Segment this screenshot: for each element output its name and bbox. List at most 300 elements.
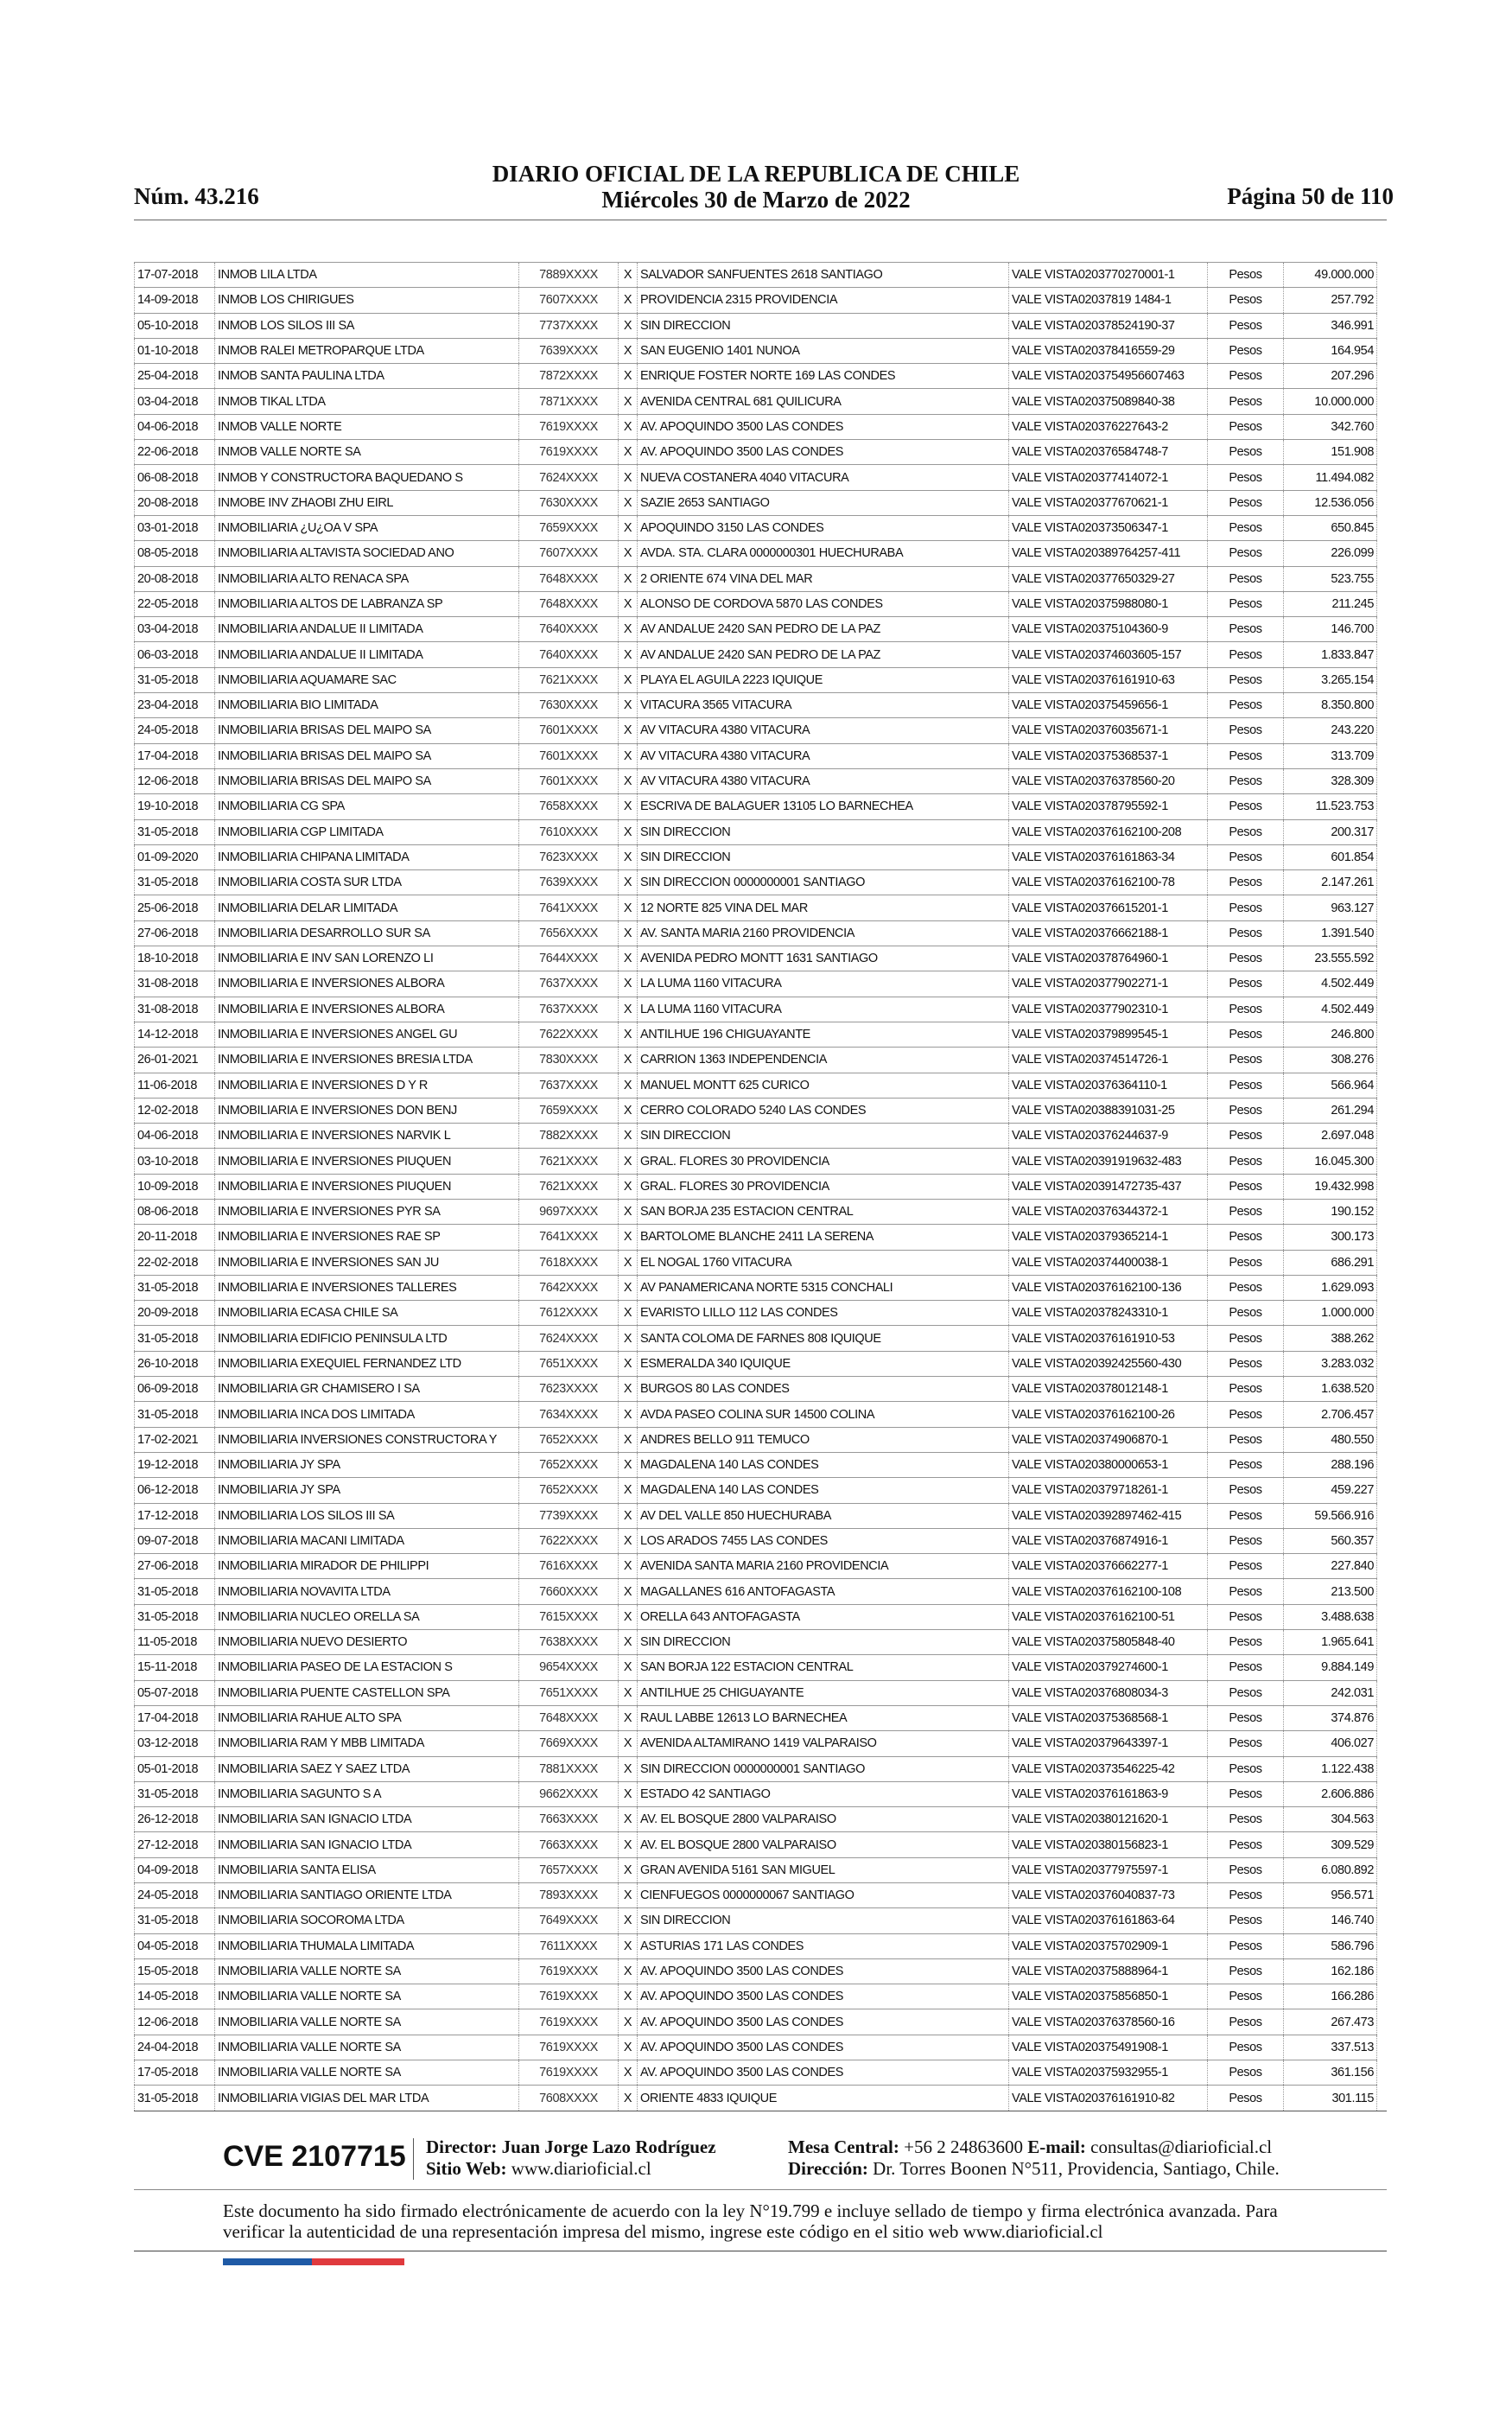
table-row	[135, 1604, 1377, 1629]
table-row	[135, 1958, 1377, 1984]
rut-cell: 7648XXXX	[519, 566, 619, 591]
table-row	[135, 440, 1377, 465]
company-name-cell: INMOBILIARIA SANTIAGO ORIENTE LTDA	[215, 1883, 519, 1908]
company-name-cell: INMOBILIARIA SANTA ELISA	[215, 1857, 519, 1882]
address-cell: CARRION 1363 INDEPENDENCIA	[638, 1048, 1009, 1073]
address-cell: AV. APOQUINDO 3500 LAS CONDES	[638, 2060, 1009, 2086]
table-row	[135, 971, 1377, 997]
company-name-cell: INMOBILIARIA VALLE NORTE SA	[215, 1958, 519, 1984]
vale-vista-cell: VALE VISTA020389764257-411	[1009, 541, 1208, 566]
table-row	[135, 1250, 1377, 1275]
rut-cell: 7652XXXX	[519, 1452, 619, 1477]
mark-cell: X	[619, 414, 638, 439]
address-cell: BARTOLOME BLANCHE 2411 LA SERENA	[638, 1225, 1009, 1250]
vale-vista-cell: VALE VISTA020376162100-136	[1009, 1275, 1208, 1300]
currency-cell: Pesos	[1208, 1402, 1284, 1427]
table-row	[135, 1402, 1377, 1427]
rut-cell: 7651XXXX	[519, 1680, 619, 1705]
rut-cell: 7871XXXX	[519, 389, 619, 414]
amount-cell: 346.991	[1284, 313, 1377, 338]
address-cell: AVENIDA PEDRO MONTT 1631 SANTIAGO	[638, 946, 1009, 971]
table-row	[135, 1124, 1377, 1149]
amount-cell: 300.173	[1284, 1225, 1377, 1250]
address-cell: 2 ORIENTE 674 VINA DEL MAR	[638, 566, 1009, 591]
mark-cell: X	[619, 1124, 638, 1149]
currency-cell: Pesos	[1208, 288, 1284, 313]
table-row	[135, 1655, 1377, 1680]
date-cell: 31-05-2018	[135, 1275, 215, 1300]
address-cell: AVENIDA ALTAMIRANO 1419 VALPARAISO	[638, 1731, 1009, 1756]
date-cell: 20-09-2018	[135, 1301, 215, 1326]
vale-vista-cell: VALE VISTA020375368568-1	[1009, 1705, 1208, 1730]
rut-cell: 7663XXXX	[519, 1807, 619, 1832]
vale-vista-cell: VALE VISTA020376161910-82	[1009, 2086, 1208, 2111]
vale-vista-cell: VALE VISTA020378012148-1	[1009, 1377, 1208, 1402]
mark-cell: X	[619, 591, 638, 616]
table-row	[135, 2035, 1377, 2060]
mark-cell: X	[619, 617, 638, 642]
address-cell: SIN DIRECCION	[638, 844, 1009, 869]
address-cell: AV VITACURA 4380 VITACURA	[638, 743, 1009, 768]
currency-cell: Pesos	[1208, 1883, 1284, 1908]
table-row	[135, 1908, 1377, 1933]
date-cell: 04-06-2018	[135, 414, 215, 439]
mark-cell: X	[619, 541, 638, 566]
currency-cell: Pesos	[1208, 693, 1284, 718]
address-cell: ANTILHUE 196 CHIGUAYANTE	[638, 1022, 1009, 1047]
amount-cell: 242.031	[1284, 1680, 1377, 1705]
table-row	[135, 997, 1377, 1022]
vale-vista-cell: VALE VISTA0203770270001-1	[1009, 263, 1208, 288]
rut-cell: 7642XXXX	[519, 1275, 619, 1300]
address-cell: LA LUMA 1160 VITACURA	[638, 997, 1009, 1022]
vale-vista-cell: VALE VISTA020375368537-1	[1009, 743, 1208, 768]
company-name-cell: INMOBILIARIA RAM Y MBB LIMITADA	[215, 1731, 519, 1756]
vale-vista-cell: VALE VISTA020376162100-108	[1009, 1579, 1208, 1604]
amount-cell: 686.291	[1284, 1250, 1377, 1275]
vale-vista-cell: VALE VISTA020376161863-9	[1009, 1781, 1208, 1806]
amount-cell: 304.563	[1284, 1807, 1377, 1832]
currency-cell: Pesos	[1208, 1199, 1284, 1224]
amount-cell: 200.317	[1284, 819, 1377, 844]
address-cell: CERRO COLORADO 5240 LAS CONDES	[638, 1098, 1009, 1123]
rut-cell: 7652XXXX	[519, 1427, 619, 1452]
vale-vista-cell: VALE VISTA020375702909-1	[1009, 1933, 1208, 1958]
address-cell: ANDRES BELLO 911 TEMUCO	[638, 1427, 1009, 1452]
table-row	[135, 1478, 1377, 1503]
mark-cell: X	[619, 1883, 638, 1908]
company-name-cell: INMOBILIARIA NUCLEO ORELLA SA	[215, 1604, 519, 1629]
company-name-cell: INMOBE INV ZHAOBI ZHU EIRL	[215, 490, 519, 515]
company-name-cell: INMOBILIARIA NUEVO DESIERTO	[215, 1630, 519, 1655]
rut-cell: 7634XXXX	[519, 1402, 619, 1427]
company-name-cell: INMOBILIARIA E INVERSIONES TALLERES	[215, 1275, 519, 1300]
amount-cell: 1.000.000	[1284, 1301, 1377, 1326]
table-row	[135, 819, 1377, 844]
company-name-cell: INMOBILIARIA BIO LIMITADA	[215, 693, 519, 718]
currency-cell: Pesos	[1208, 718, 1284, 743]
date-cell: 11-06-2018	[135, 1073, 215, 1098]
vale-vista-cell: VALE VISTA020392897462-415	[1009, 1503, 1208, 1528]
site-label: Sitio Web:	[426, 2158, 507, 2179]
currency-cell: Pesos	[1208, 1478, 1284, 1503]
mark-cell: X	[619, 1579, 638, 1604]
date-cell: 14-09-2018	[135, 288, 215, 313]
amount-cell: 388.262	[1284, 1326, 1377, 1351]
currency-cell: Pesos	[1208, 1301, 1284, 1326]
company-name-cell: INMOBILIARIA MIRADOR DE PHILIPPI	[215, 1554, 519, 1579]
currency-cell: Pesos	[1208, 263, 1284, 288]
date-cell: 08-05-2018	[135, 541, 215, 566]
table-row	[135, 844, 1377, 869]
address-cell: GRAL. FLORES 30 PROVIDENCIA	[638, 1149, 1009, 1174]
company-name-cell: INMOBILIARIA JY SPA	[215, 1452, 519, 1477]
company-name-cell: INMOBILIARIA LOS SILOS III SA	[215, 1503, 519, 1528]
table-row	[135, 1781, 1377, 1806]
amount-cell: 6.080.892	[1284, 1857, 1377, 1882]
rut-cell: 7640XXXX	[519, 642, 619, 667]
table-row	[135, 1326, 1377, 1351]
rut-cell: 7663XXXX	[519, 1832, 619, 1857]
company-name-cell: INMOBILIARIA CG SPA	[215, 794, 519, 819]
amount-cell: 601.854	[1284, 844, 1377, 869]
date-cell: 26-12-2018	[135, 1807, 215, 1832]
rut-cell: 9697XXXX	[519, 1199, 619, 1224]
rut-cell: 7601XXXX	[519, 743, 619, 768]
address-cell: ASTURIAS 171 LAS CONDES	[638, 1933, 1009, 1958]
amount-cell: 257.792	[1284, 288, 1377, 313]
address-cell: ALONSO DE CORDOVA 5870 LAS CONDES	[638, 591, 1009, 616]
footer-divider	[413, 2138, 414, 2180]
address-cell: SIN DIRECCION 0000000001 SANTIAGO	[638, 1756, 1009, 1781]
vale-vista-cell: VALE VISTA020376162100-78	[1009, 870, 1208, 895]
date-cell: 31-05-2018	[135, 1326, 215, 1351]
mark-cell: X	[619, 1301, 638, 1326]
date-cell: 24-04-2018	[135, 2035, 215, 2060]
amount-cell: 301.115	[1284, 2086, 1377, 2111]
currency-cell: Pesos	[1208, 1958, 1284, 1984]
table-row	[135, 1705, 1377, 1730]
site-link[interactable]: www.diarioficial.cl	[511, 2158, 651, 2179]
email-link[interactable]: consultas@diarioficial.cl	[1090, 2137, 1273, 2157]
date-cell: 31-05-2018	[135, 667, 215, 692]
date-cell: 31-05-2018	[135, 870, 215, 895]
rut-cell: 7601XXXX	[519, 768, 619, 793]
address-cell: MAGDALENA 140 LAS CONDES	[638, 1452, 1009, 1477]
rut-cell: 7637XXXX	[519, 997, 619, 1022]
vale-vista-cell: VALE VISTA020379365214-1	[1009, 1225, 1208, 1250]
mark-cell: X	[619, 743, 638, 768]
company-name-cell: INMOB TIKAL LTDA	[215, 389, 519, 414]
vale-vista-cell: VALE VISTA020376662277-1	[1009, 1554, 1208, 1579]
company-name-cell: INMOBILIARIA E INVERSIONES DON BENJ	[215, 1098, 519, 1123]
table-row	[135, 591, 1377, 616]
vale-vista-cell: VALE VISTA020376162100-51	[1009, 1604, 1208, 1629]
amount-cell: 4.502.449	[1284, 971, 1377, 997]
rut-cell: 7648XXXX	[519, 591, 619, 616]
mark-cell: X	[619, 389, 638, 414]
amount-cell: 1.833.847	[1284, 642, 1377, 667]
amount-cell: 406.027	[1284, 1731, 1377, 1756]
date-cell: 31-05-2018	[135, 1604, 215, 1629]
table-row	[135, 1275, 1377, 1300]
mark-cell: X	[619, 1933, 638, 1958]
address-cell: ENRIQUE FOSTER NORTE 169 LAS CONDES	[638, 364, 1009, 389]
amount-cell: 3.488.638	[1284, 1604, 1377, 1629]
date-cell: 18-10-2018	[135, 946, 215, 971]
date-cell: 19-12-2018	[135, 1452, 215, 1477]
address-value: Dr. Torres Boonen N°511, Providencia, Santiago, Chile.	[873, 2158, 1280, 2179]
address-cell: AVDA PASEO COLINA SUR 14500 COLINA	[638, 1402, 1009, 1427]
table-row	[135, 1149, 1377, 1174]
address-cell: PROVIDENCIA 2315 PROVIDENCIA	[638, 288, 1009, 313]
vale-vista-cell: VALE VISTA020388391031-25	[1009, 1098, 1208, 1123]
address-cell: SAZIE 2653 SANTIAGO	[638, 490, 1009, 515]
currency-cell: Pesos	[1208, 895, 1284, 920]
amount-cell: 956.571	[1284, 1883, 1377, 1908]
address-cell: SIN DIRECCION	[638, 313, 1009, 338]
mark-cell: X	[619, 1225, 638, 1250]
director-label: Director:	[426, 2137, 498, 2157]
address-cell: AV. APOQUINDO 3500 LAS CONDES	[638, 1984, 1009, 2009]
rut-cell: 7619XXXX	[519, 1984, 619, 2009]
address-cell: SIN DIRECCION	[638, 1630, 1009, 1655]
date-cell: 12-02-2018	[135, 1098, 215, 1123]
rut-cell: 7612XXXX	[519, 1301, 619, 1326]
amount-cell: 19.432.998	[1284, 1174, 1377, 1199]
currency-cell: Pesos	[1208, 617, 1284, 642]
currency-cell: Pesos	[1208, 1655, 1284, 1680]
rut-cell: 7611XXXX	[519, 1933, 619, 1958]
currency-cell: Pesos	[1208, 490, 1284, 515]
mark-cell: X	[619, 1503, 638, 1528]
mark-cell: X	[619, 2009, 638, 2035]
rut-cell: 7621XXXX	[519, 1174, 619, 1199]
rut-cell: 7830XXXX	[519, 1048, 619, 1073]
vale-vista-cell: VALE VISTA020376808034-3	[1009, 1680, 1208, 1705]
rut-cell: 7658XXXX	[519, 794, 619, 819]
amount-cell: 16.045.300	[1284, 1149, 1377, 1174]
company-name-cell: INMOBILIARIA ANDALUE II LIMITADA	[215, 617, 519, 642]
date-cell: 12-06-2018	[135, 768, 215, 793]
currency-cell: Pesos	[1208, 465, 1284, 490]
address-cell: SIN DIRECCION 0000000001 SANTIAGO	[638, 870, 1009, 895]
company-name-cell: INMOBILIARIA GR CHAMISERO I SA	[215, 1377, 519, 1402]
amount-cell: 23.555.592	[1284, 946, 1377, 971]
company-name-cell: INMOBILIARIA EDIFICIO PENINSULA LTD	[215, 1326, 519, 1351]
vale-vista-cell: VALE VISTA020376162100-208	[1009, 819, 1208, 844]
amount-cell: 459.227	[1284, 1478, 1377, 1503]
date-cell: 03-01-2018	[135, 515, 215, 540]
rut-cell: 7660XXXX	[519, 1579, 619, 1604]
date-cell: 08-06-2018	[135, 1199, 215, 1224]
amount-cell: 166.286	[1284, 1984, 1377, 2009]
amount-cell: 146.740	[1284, 1908, 1377, 1933]
vale-vista-cell: VALE VISTA020376227643-2	[1009, 414, 1208, 439]
date-cell: 12-06-2018	[135, 2009, 215, 2035]
amount-cell: 342.760	[1284, 414, 1377, 439]
amount-cell: 12.536.056	[1284, 490, 1377, 515]
table-row	[135, 263, 1377, 288]
currency-cell: Pesos	[1208, 591, 1284, 616]
vale-vista-cell: VALE VISTA020376040837-73	[1009, 1883, 1208, 1908]
address-cell: MAGALLANES 616 ANTOFAGASTA	[638, 1579, 1009, 1604]
table-row	[135, 414, 1377, 439]
table-row	[135, 920, 1377, 946]
mark-cell: X	[619, 642, 638, 667]
date-cell: 01-09-2020	[135, 844, 215, 869]
amount-cell: 2.606.886	[1284, 1781, 1377, 1806]
vale-vista-cell: VALE VISTA020377670621-1	[1009, 490, 1208, 515]
vale-vista-cell: VALE VISTA020378795592-1	[1009, 794, 1208, 819]
amount-cell: 267.473	[1284, 2009, 1377, 2035]
mark-cell: X	[619, 1174, 638, 1199]
date-cell: 31-08-2018	[135, 997, 215, 1022]
mark-cell: X	[619, 946, 638, 971]
vale-vista-cell: VALE VISTA020379643397-1	[1009, 1731, 1208, 1756]
date-cell: 23-04-2018	[135, 693, 215, 718]
currency-cell: Pesos	[1208, 515, 1284, 540]
amount-cell: 11.494.082	[1284, 465, 1377, 490]
amount-cell: 162.186	[1284, 1958, 1377, 1984]
vale-vista-cell: VALE VISTA020377902271-1	[1009, 971, 1208, 997]
mark-cell: X	[619, 1731, 638, 1756]
mark-cell: X	[619, 997, 638, 1022]
rut-cell: 7893XXXX	[519, 1883, 619, 1908]
rut-cell: 7607XXXX	[519, 288, 619, 313]
date-cell: 17-07-2018	[135, 263, 215, 288]
date-cell: 01-10-2018	[135, 338, 215, 363]
vale-vista-cell: VALE VISTA020375856850-1	[1009, 1984, 1208, 2009]
date-cell: 26-10-2018	[135, 1351, 215, 1376]
rut-cell: 7615XXXX	[519, 1604, 619, 1629]
footer-rule-mid	[134, 2189, 1387, 2190]
table-row	[135, 794, 1377, 819]
mark-cell: X	[619, 288, 638, 313]
amount-cell: 1.629.093	[1284, 1275, 1377, 1300]
date-cell: 03-04-2018	[135, 389, 215, 414]
address-cell: MAGDALENA 140 LAS CONDES	[638, 1478, 1009, 1503]
vale-vista-cell: VALE VISTA020378524190-37	[1009, 313, 1208, 338]
vale-vista-cell: VALE VISTA020378764960-1	[1009, 946, 1208, 971]
date-cell: 03-10-2018	[135, 1149, 215, 1174]
company-name-cell: INMOBILIARIA PUENTE CASTELLON SPA	[215, 1680, 519, 1705]
table-row	[135, 2060, 1377, 2086]
address-cell: AV VITACURA 4380 VITACURA	[638, 768, 1009, 793]
amount-cell: 9.884.149	[1284, 1655, 1377, 1680]
vale-vista-cell: VALE VISTA020375805848-40	[1009, 1630, 1208, 1655]
amount-cell: 586.796	[1284, 1933, 1377, 1958]
currency-cell: Pesos	[1208, 1680, 1284, 1705]
vale-vista-cell: VALE VISTA020391919632-483	[1009, 1149, 1208, 1174]
amount-cell: 361.156	[1284, 2060, 1377, 2086]
date-cell: 03-12-2018	[135, 1731, 215, 1756]
address-cell: AV DEL VALLE 850 HUECHURABA	[638, 1503, 1009, 1528]
rut-cell: 7659XXXX	[519, 515, 619, 540]
vale-vista-cell: VALE VISTA020375888964-1	[1009, 1958, 1208, 1984]
amount-cell: 308.276	[1284, 1048, 1377, 1073]
date-cell: 17-05-2018	[135, 2060, 215, 2086]
address-cell: AV. APOQUINDO 3500 LAS CONDES	[638, 2035, 1009, 2060]
amount-cell: 1.122.438	[1284, 1756, 1377, 1781]
date-cell: 31-05-2018	[135, 1579, 215, 1604]
legal-notice: Este documento ha sido firmado electrónicamente de acuerdo con la ley N°19.799 e incluye sellado de tiempo y firma electrónica avanzada. Para verificar la autenticidad de una representación impresa del mismo, ingrese este código en el sitio web www.diarioficial.cl	[223, 2200, 1278, 2242]
currency-cell: Pesos	[1208, 1908, 1284, 1933]
vale-vista-cell: VALE VISTA020380121620-1	[1009, 1807, 1208, 1832]
mark-cell: X	[619, 1478, 638, 1503]
mark-cell: X	[619, 1680, 638, 1705]
company-name-cell: INMOBILIARIA SAEZ Y SAEZ LTDA	[215, 1756, 519, 1781]
company-name-cell: INMOBILIARIA EXEQUIEL FERNANDEZ LTD	[215, 1351, 519, 1376]
rut-cell: 7638XXXX	[519, 1630, 619, 1655]
mark-cell: X	[619, 1604, 638, 1629]
currency-cell: Pesos	[1208, 794, 1284, 819]
vale-vista-cell: VALE VISTA020376035671-1	[1009, 718, 1208, 743]
company-name-cell: INMOBILIARIA E INVERSIONES NARVIK L	[215, 1124, 519, 1149]
mark-cell: X	[619, 1756, 638, 1781]
mark-cell: X	[619, 2035, 638, 2060]
date-cell: 17-02-2021	[135, 1427, 215, 1452]
table-row	[135, 1933, 1377, 1958]
rut-cell: 7657XXXX	[519, 1857, 619, 1882]
address-cell: ESMERALDA 340 IQUIQUE	[638, 1351, 1009, 1376]
date-cell: 05-10-2018	[135, 313, 215, 338]
rut-cell: 7737XXXX	[519, 313, 619, 338]
date-cell: 04-09-2018	[135, 1857, 215, 1882]
company-name-cell: INMOBILIARIA THUMALA LIMITADA	[215, 1933, 519, 1958]
address-cell: CIENFUEGOS 0000000067 SANTIAGO	[638, 1883, 1009, 1908]
vale-vista-cell: VALE VISTA020376874916-1	[1009, 1528, 1208, 1553]
table-row	[135, 541, 1377, 566]
date-cell: 06-08-2018	[135, 465, 215, 490]
director-block	[426, 2137, 716, 2180]
currency-cell: Pesos	[1208, 1149, 1284, 1174]
currency-cell: Pesos	[1208, 1528, 1284, 1553]
vale-vista-cell: VALE VISTA020375988080-1	[1009, 591, 1208, 616]
masthead-title: DIARIO OFICIAL DE LA REPUBLICA DE CHILE	[492, 161, 1020, 187]
company-name-cell: INMOBILIARIA E INVERSIONES ALBORA	[215, 997, 519, 1022]
director-line	[426, 2137, 716, 2158]
vale-vista-cell: VALE VISTA020376162100-26	[1009, 1402, 1208, 1427]
amount-cell: 226.099	[1284, 541, 1377, 566]
date-cell: 03-04-2018	[135, 617, 215, 642]
masthead-date: Miércoles 30 de Marzo de 2022	[601, 187, 911, 213]
table-row	[135, 1680, 1377, 1705]
cve-code: CVE 2107715	[223, 2140, 406, 2173]
address-cell: PLAYA EL AGUILA 2223 IQUIQUE	[638, 667, 1009, 692]
table-row	[135, 1554, 1377, 1579]
company-name-cell: INMOBILIARIA VIGIAS DEL MAR LTDA	[215, 2086, 519, 2111]
vale-vista-cell: VALE VISTA02037819 1484-1	[1009, 288, 1208, 313]
table-row	[135, 946, 1377, 971]
rut-cell: 7640XXXX	[519, 617, 619, 642]
date-cell: 17-04-2018	[135, 1705, 215, 1730]
table-row	[135, 1048, 1377, 1073]
table-row	[135, 1857, 1377, 1882]
date-cell: 26-01-2021	[135, 1048, 215, 1073]
vale-vista-cell: VALE VISTA020375932955-1	[1009, 2060, 1208, 2086]
date-cell: 04-06-2018	[135, 1124, 215, 1149]
company-name-cell: INMOB Y CONSTRUCTORA BAQUEDANO S	[215, 465, 519, 490]
table-row	[135, 1528, 1377, 1553]
address-cell: AV. APOQUINDO 3500 LAS CONDES	[638, 2009, 1009, 2035]
company-name-cell: INMOBILIARIA SAN IGNACIO LTDA	[215, 1807, 519, 1832]
vale-vista-cell: VALE VISTA020373546225-42	[1009, 1756, 1208, 1781]
rut-cell: 7619XXXX	[519, 440, 619, 465]
company-name-cell: INMOBILIARIA CHIPANA LIMITADA	[215, 844, 519, 869]
currency-cell: Pesos	[1208, 414, 1284, 439]
company-name-cell: INMOBILIARIA E INVERSIONES PYR SA	[215, 1199, 519, 1224]
